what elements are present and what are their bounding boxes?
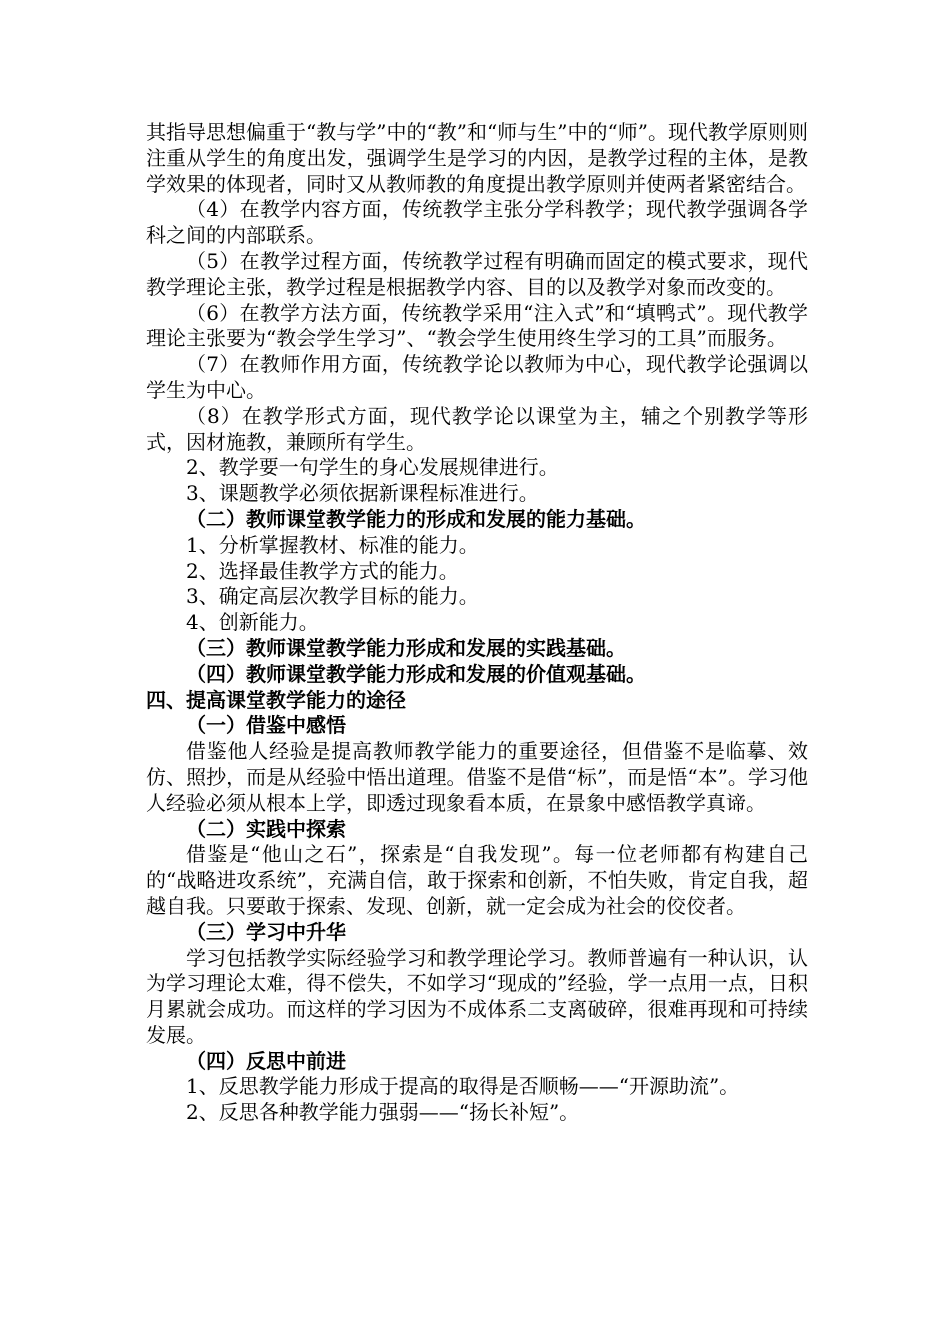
body-paragraph: 2、选择最佳教学方式的能力。 — [186, 558, 459, 583]
body-paragraph: （7）在教师作用方面，传统教学论以教师为中心，现代教学论强调以学生为中心。 — [146, 352, 808, 402]
subsection-heading: （三）教师课堂教学能力形成和发展的实践基础。 — [186, 635, 626, 660]
subsection-heading: （四）反思中前进 — [186, 1048, 346, 1073]
body-paragraph: 1、分析掌握教材、标准的能力。 — [186, 532, 479, 557]
body-paragraph: 其指导思想偏重于“教与学”中的“教”和“师与生”中的“师”。现代教学原则则注重从学生的角度出发，强调学生是学习的内因，是教学过程的主体，是教学效果的体现者，同时又从教师教的角度提出教学原则并使两者紧密结合。 — [146, 120, 808, 196]
body-paragraph: （6）在教学方法方面，传统教学采用“注入式”和“填鸭式”。现代教学理论主张要为“教会学生学习”、“教会学生使用终生学习的工具”而服务。 — [146, 300, 808, 351]
document-body — [146, 120, 808, 1126]
body-paragraph: 2、反思各种教学能力强弱——“扬长补短”。 — [186, 1100, 580, 1125]
body-paragraph: 学习包括教学实际经验学习和教学理论学习。教师普遍有一种认识，认为学习理论太难，得不偿失，不如学习“现成的”经验，学一点用一点，日积月累就会成功。而这样的学习因为不成体系二支离破碎，很难再现和可持续发展。 — [146, 945, 808, 1047]
body-paragraph: 借鉴是“他山之石”，探索是“自我发现”。每一位老师都有构建自己的“战略进攻系统”，充满自信，敢于探索和创新，不怕失败，肯定自我，超越自我。只要敢于探索、发现、创新，就一定会成为社会的佼佼者。 — [146, 842, 808, 918]
subsection-heading: （三）学习中升华 — [186, 919, 346, 944]
subsection-heading: （二）实践中探索 — [186, 816, 346, 841]
subsection-heading: （二）教师课堂教学能力的形成和发展的能力基础。 — [186, 506, 646, 531]
body-paragraph: （4）在教学内容方面，传统教学主张分学科教学；现代教学强调各学科之间的内部联系。 — [146, 197, 808, 248]
body-paragraph: 4、创新能力。 — [186, 610, 319, 635]
section-heading: 四、提高课堂教学能力的途径 — [146, 687, 406, 712]
body-paragraph: 1、反思教学能力形成于提高的取得是否顺畅——“开源助流”。 — [186, 1074, 740, 1099]
body-paragraph: 借鉴他人经验是提高教师教学能力的重要途径，但借鉴不是临摹、效仿、照抄，而是从经验中悟出道理。借鉴不是借“标”，而是悟“本”。学习他人经验必须从根本上学，即透过现象看本质，在景象中感悟教学真谛。 — [146, 739, 808, 815]
body-paragraph: （8）在教学形式方面，现代教学论以课堂为主，辅之个别教学等形式，因材施教，兼顾所有学生。 — [146, 403, 808, 454]
body-paragraph: （5）在教学过程方面，传统教学过程有明确而固定的模式要求，现代教学理论主张，教学过程是根据教学内容、目的以及教学对象而改变的。 — [146, 248, 808, 299]
body-paragraph: 3、课题教学必须依据新课程标准进行。 — [186, 481, 539, 506]
subsection-heading: （四）教师课堂教学能力形成和发展的价值观基础。 — [186, 661, 646, 686]
body-paragraph: 3、确定高层次教学目标的能力。 — [186, 584, 479, 609]
body-paragraph: 2、教学要一句学生的身心发展规律进行。 — [186, 455, 559, 480]
subsection-heading: （一）借鉴中感悟 — [186, 713, 346, 738]
